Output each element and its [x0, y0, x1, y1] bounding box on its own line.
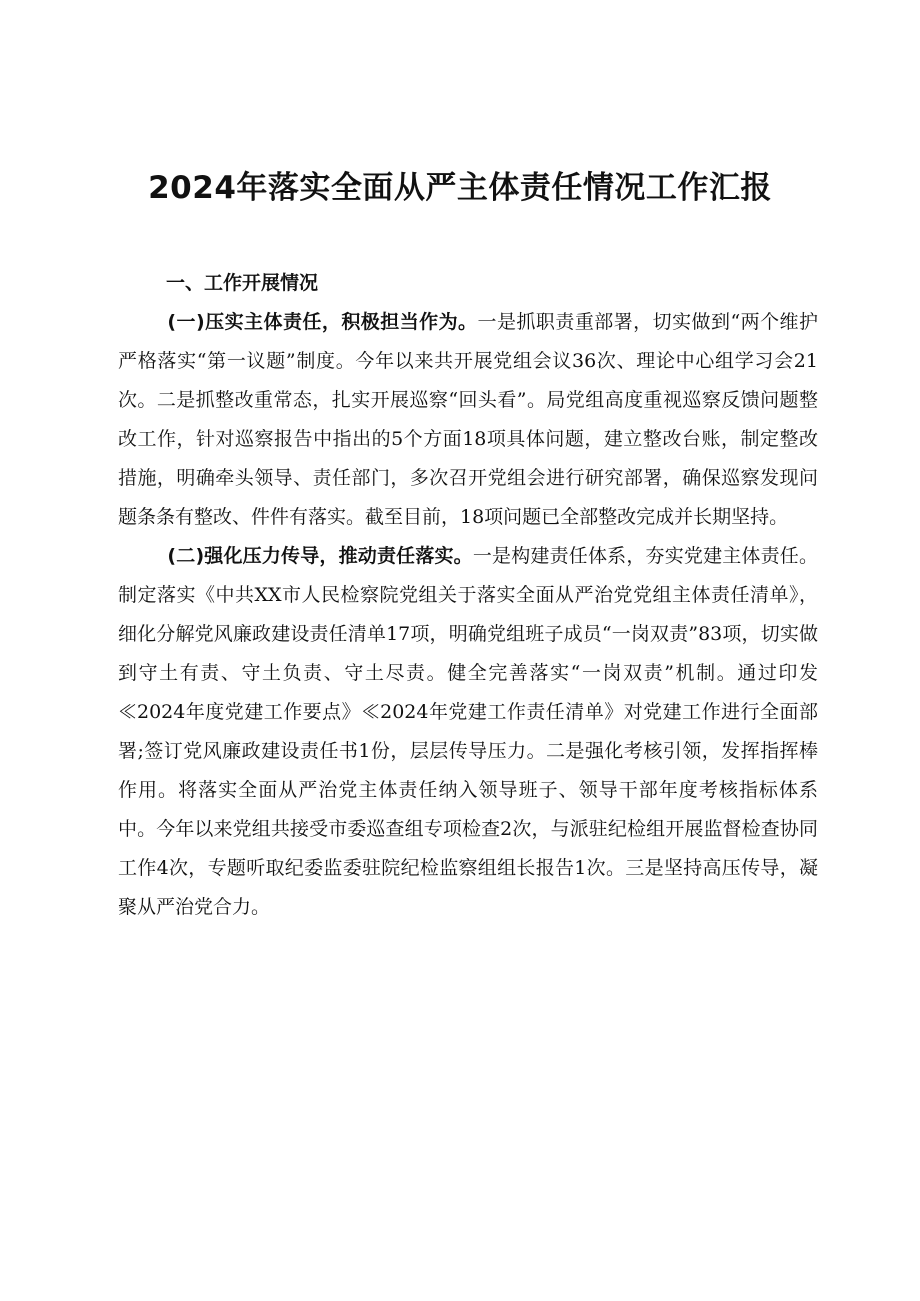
document-body	[118, 264, 818, 927]
paragraph-1-text: 一是抓职责重部署，切实做到“两个维护严格落实“第一议题”制度。今年以来共开展党组会议36次、理论中心组学习会21次。二是抓整改重常态，扎实开展巡察“回头看”。局党组高度重视巡察反馈问题整改工作，针对巡察报告中指出的5个方面18项具体问题，建立整改台账，制定整改措施，明确牵头领导、责任部门，多次召开党组会进行研究部署，确保巡察发现问题条条有整改、件件有落实。截至目前，18项问题已全部整改完成并长期坚持。	[118, 311, 819, 528]
paragraph-2	[118, 537, 818, 927]
document-title: 2024年落实全面从严主体责任情况工作汇报	[148, 170, 772, 206]
section-heading: 一、工作开展情况	[166, 272, 319, 294]
paragraph-1-lead: (一)压实主体责任，积极担当作为。	[167, 311, 478, 333]
paragraph-1	[118, 303, 818, 537]
paragraph-2-lead: (二)强化压力传导，推动责任落实。	[167, 545, 473, 567]
paragraph-2-text: 一是构建责任体系，夯实党建主体责任。制定落实《中共XX市人民检察院党组关于落实全面从严治党党组主体责任清单》，细化分解党风廉政建设责任清单17项，明确党组班子成员“一岗双责”83项，切实做到守土有责、守土负责、守土尽责。健全完善落实“一岗双责”机制。通过印发≪2024年度党建工作要点》≪2024年党建工作责任清单》对党建工作进行全面部署;签订党风廉政建设责任书1份，层层传导压力。二是强化考核引领，发挥指挥棒作用。将落实全面从严治党主体责任纳入领导班子、领导干部年度考核指标体系中。今年以来党组共接受市委巡查组专项检查2次，与派驻纪检组开展监督检查协同工作4次，专题听取纪委监委驻院纪检监察组组长报告1次。三是坚持高压传导，凝聚从严治党合力。	[118, 545, 818, 918]
